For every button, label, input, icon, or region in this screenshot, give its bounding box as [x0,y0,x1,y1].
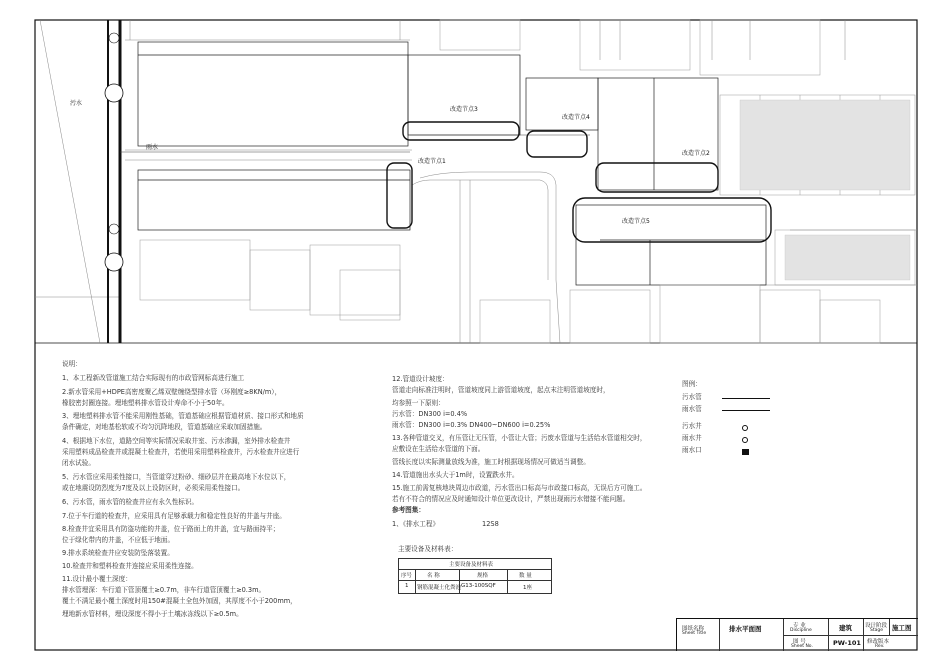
legend-rain-line [722,410,770,411]
node5-label: 改造节点5 [622,218,650,225]
legend-rain-well: 雨水井 [682,434,702,442]
note-line: 橡胶密封圈连接。埋地塑料排水管设计寿命不小于50年。 [62,399,229,407]
discipline: 建筑 [839,624,852,632]
rain-inlet-icon [742,449,749,455]
table-cell: G13-100SQF [461,583,496,589]
note-line: 10.检查井和塑料检查井连接应采用柔性连接。 [62,562,198,570]
note-line: 5、污水管应采用柔性接口，当管道穿过粉砂、细砂层并在最高地下水位以下， [62,473,291,481]
sheet-title-label-en: Sheet Title [682,631,707,636]
table-header: 序号 [401,573,413,579]
note-line: 3、埋地塑料排水管不能采用刚性基础，管道基础应根据管道材质、接口形式和地质 [62,412,304,420]
note-line: 管道走向标准注明时，管道坡度同上游管道坡度，起点末注明管道坡度时， [392,386,610,394]
note-line: 采用塑料成品检查井或混凝土检查井，若使用采用塑料检查井，污水检查井应进行 [62,448,300,456]
note-line: 位于绿化带内的井盖，不应低于地面。 [62,536,175,544]
materials-heading: 主要设备及材料表： [398,545,458,553]
sheet-no: PW-101 [833,639,861,647]
note-line: 8.检查井宜采用具有防盗功能的井盖，位于路面上的井盖，宜与路面持平； [62,525,280,533]
note-line: 雨水管：DN300 i=0.3% DN400~DN600 i=0.25% [392,421,551,429]
notes-title: 说明： [62,360,82,368]
discipline-label: 专 业 [793,623,806,629]
node4-label: 改造节点4 [562,114,590,121]
materials-table-title: 主要设备及材料表 [449,562,494,568]
note-line: 或在地震设防烈度为7度及以上设防区时，必须采用柔性接口。 [62,484,245,492]
note-line: 13.各种管道交叉，有压管让无压管，小管让大管；污废水管道与生活给水管道相交时， [392,434,647,442]
stage: 施工图 [892,624,912,632]
note-line: 应敷设在生活给水管道的下面。 [392,445,485,453]
sewage-label: 污水 [70,100,83,107]
table-cell: 1座 [523,585,532,591]
note-line: 污水管：DN300 i=0.4% [392,410,468,418]
note-line: 闭水试验。 [62,459,95,467]
table-header: 规格 [477,573,489,579]
discipline-label-en: Discipline [790,628,812,633]
legend-rain-pipe: 雨水管 [682,405,702,413]
table-header: 数 量 [519,573,532,579]
note-line: 若有不符合的情况应及时通知设计单位更改设计，严禁出现雨污水错接不能问题。 [392,495,630,503]
reference-title: 参考图集： [392,506,425,514]
table-cell: 1 [405,583,409,589]
note-line: 6、污水管，雨水管的检查井应有永久性标识。 [62,498,199,506]
note-line: 9.排水系统检查井应安装防坠落装置。 [62,549,174,557]
stage-label: 设计阶段 [865,623,888,629]
table-header: 名 称 [427,573,440,579]
node1-label: 改造节点1 [418,158,446,165]
note-line: 条件确定，对地基松软或不均匀沉降地段，管道基础应采取加固措施。 [62,423,267,431]
table-cell: 钢筋混凝土化粪池 [417,585,462,591]
reference-code: 12S8 [482,520,499,528]
note-line: 2.新水管采用+HDPE高密度聚乙烯双壁缠绕型排水管（环刚度≥8KN/m）， [62,388,282,396]
legend-rain-inlet: 雨水口 [682,446,702,454]
materials-table [398,558,552,594]
sheet-no-label: 图 号 [793,639,806,645]
note-line: 4、根据地下水位，道路空间等实际情况采取井室、污水渗漏，室外排水检查井 [62,437,291,445]
rev-label: 修改版本 [867,639,890,645]
note-line: 覆土不满足最小覆土深度时用150#混凝土全包外加固，其厚度不小于200mm， [62,597,297,605]
note-line: 12.管道设计坡度： [392,375,449,383]
legend-sewage-pipe: 污水管 [682,393,702,401]
title-block [676,618,918,651]
sheet-title-label: 图纸名称 [682,626,705,632]
legend-title: 图例： [682,380,702,388]
rain-well-icon [742,437,748,443]
sheet-title: 排水平面图 [729,625,762,633]
note-line: 11.设计最小覆土深度： [62,575,132,583]
reference-item: 1、《排水工程》 [392,520,440,528]
legend-sewage-line [722,398,770,399]
note-line: 15.施工前需复核地块周边市政道，污水管出口标高与市政接口标高，无误后方可施工。 [392,484,647,492]
node2-label: 改造节点2 [682,150,710,157]
note-line: 管线长度以实际测量放线为准，施工时根据现场情况可做适当调整。 [392,458,590,466]
note-line: 14.管道施出水头大于1m时，设置跌水井。 [392,471,519,479]
legend [682,380,782,460]
node3-label: 改造节点3 [450,106,478,113]
note-line: 排水管埋深：车行道下管顶覆土≥0.7m，非车行道管顶覆土≥0.3m。 [62,586,266,594]
sewage-well-icon [742,425,748,431]
legend-sewage-well: 污水井 [682,422,702,430]
note-line: 均参照一下原则： [392,399,445,407]
rain-label: 雨水 [146,144,159,151]
note-line: 1、本工程新改管道施工结合实际现有的市政管网标高进行施工 [62,374,245,382]
note-line: 埋地新水管材料，埋设深度不得小于土壤冰冻线以下≥0.5m。 [62,610,243,618]
stage-label-en: Stage [870,628,884,633]
sheet-no-label-en: Sheet No. [791,644,813,649]
rev-label-en: Rev. [875,644,885,649]
note-line: 7.位于车行道的检查井，应采用具有足够承载力和稳定性良好的井盖与井座。 [62,512,286,520]
